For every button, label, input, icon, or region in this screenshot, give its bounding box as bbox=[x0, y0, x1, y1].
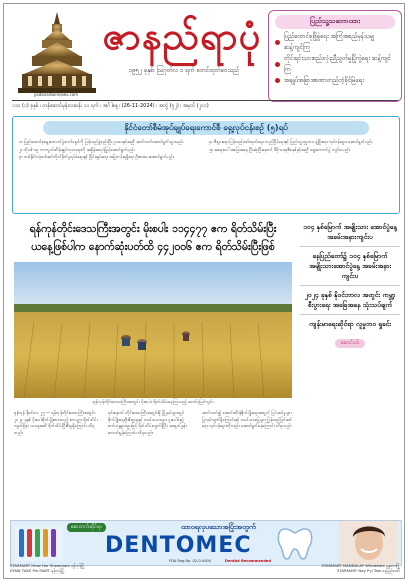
ad-footer-stores bbox=[10, 564, 400, 578]
headline-line-2: ယနေ့ဖြစ်ပါက နောက်ဆုံးပတ်ထိ ၄၄၂၀၀၆ ဧက ရိတ်သိမ်းပြီးဖြစ် bbox=[31, 241, 275, 253]
lead-headline[interactable] bbox=[12, 218, 294, 260]
notice-column-right bbox=[209, 139, 393, 154]
dateline: ၁၁၀ (၁) ခုနှစ် ၊ တန်ဆောင်မုန်းလဆန်း ၁၁ ရက် ၊ အင်္ဂါနေ့ ၊ (26-11-2024) ၊ အတွဲ (၅၂) ၊ အမှတ် (၂၀၁) bbox=[12, 100, 398, 111]
slogan-title: ပြည်သူ့သဘောထား bbox=[275, 15, 395, 29]
slogan-item: အချုပ်အခြာအာဏာတည်တံ့ခိုင်မြဲရေး bbox=[275, 75, 395, 86]
toothbrush-pack-icon bbox=[15, 525, 63, 561]
website-url[interactable]: yadanarbonnews.com bbox=[33, 92, 79, 97]
footer-row: KYAW TAKE Pin MART ရန်ကုန်မြို့ STARMART Nay Pyi Taw နေပြည်တော် bbox=[10, 567, 400, 573]
notice-item: ၂။ ကိုဗစ်-၁၉ ကာကွယ်ထိန်းချုပ်ကုသရေးကို အရှိန်အဟုန်မြှင့်ဆောင်ရွက်မည်။ bbox=[19, 146, 135, 152]
notice-title: နိုင်ငံတော်စီမံအုပ်ချုပ်ရေးကောင်စီ ရှေ့လုပ်ငန်းစဉ် (၅)ရပ် bbox=[43, 121, 369, 135]
founding-line: ၁၉၅၂ ခုနှစ်၊ ဩဂုတ်လ ၁ ရက် စတင်ထုတ်ဝေသည် bbox=[128, 67, 240, 74]
ad-fda-number: FDA Reg.No. 02-0-0000 bbox=[169, 559, 212, 563]
ad-brand-name: DENTOMEC bbox=[105, 533, 252, 558]
rice-harvest-photo bbox=[14, 262, 292, 398]
footer-row: STARMART Hlaw Har Showroom ရန်ကုန်မြို့ STARMART MANDALAY Wholesale မန္တလေးမြို့ bbox=[10, 563, 400, 568]
slogan-item: တိုင်းရင်းသားစည်းလုံးညီညွတ်မှုပြိုကွဲရေး ဆန့်ကျင်ကြ bbox=[275, 53, 395, 75]
masthead bbox=[4, 4, 404, 105]
newspaper-front-page bbox=[3, 3, 405, 579]
tooth-icon bbox=[273, 525, 323, 561]
sidebar-story[interactable]: ၂၀၂၄ ခုနှစ် နိုဝင်ဘာလ အတွင်း ကမ္ဘာ့စီးပွားရေး အခြေအနေ သုံးသပ်ချက် bbox=[300, 286, 400, 315]
smiling-model-photo bbox=[339, 521, 397, 565]
council-notice-box bbox=[12, 116, 400, 214]
photo-caption: ရန်ကုန်တိုင်းဒေသကြီးအတွင်း မိုးစပါး ရိတ်သိမ်းနေကြသည့် ဓာတ်ပုံမြင်ကွင်း bbox=[92, 400, 214, 405]
slogan-list bbox=[269, 31, 401, 86]
slogan-item: ပြည်ထောင်စုဖြိုခွဲရေး အကြံအစည်မှန်သမျှ ဆန့်ကျင်ကြ bbox=[275, 31, 395, 53]
article-column: ရန်ကုန် နိုဝင်ဘာ ၂၅ — ရန်ကုန်တိုင်းဒေသကြီးအတွင်း ၂၀၂၄ ခုနှစ် မိုးစပါးစိုက်ပျိုးထားသည့် ဧကများ ရိတ်သိမ်းလျက်ရှိရာ ယနေ့အထိ ရိတ်သိမ်းပြီးစီးမှုရှိကြောင်း သိရသည်။ bbox=[14, 410, 98, 435]
bullet-icon bbox=[275, 78, 280, 83]
sidebar-story[interactable]: ကျန်းမာရေးဆိုင်ရာ လူမှုဘဝ ရှုခင်း ဆောင်းပါး bbox=[308, 320, 392, 346]
article-column: ဆက်လက်၍ ဆောင်းသီးနှံစိုက်ပျိုးရေးအတွက် ပြင်ဆင်မှုများ ပြုလုပ်လျက်ရှိကြောင်းနှင့် လယ်ယာမြေများ ပြန်လည်ပြင်ဆင်ရေး လုပ်ငန်းများကိုလည်း ဆောင်ရွက်နေကြောင်း သိရသည်။ bbox=[202, 410, 292, 429]
article-column: ၎င်းနောက် တိုင်းဒေသကြီးအတွင်းရှိ မြို့နယ်များတွင် စိုက်ပျိုးရေးဦးစီးဌာနနှင့် လယ်သမားများ ပူးပေါင်း၍ စက်ယန္တရားများဖြင့် ရိတ်သိမ်းလျက်ရှိပြီး အထွက်နှုန်းကောင်းမွန်ကြောင်း သိရသည်။ bbox=[108, 410, 187, 435]
peoples-desire-box bbox=[268, 10, 402, 102]
newspaper-title: ဇာနည်ရာပုံ bbox=[102, 13, 262, 58]
bullet-icon bbox=[275, 40, 280, 45]
notice-item: ၅။ အရေးပေါ်အခြေအနေ ပြီးဆုံးပြီးနောက် ဒီမိုကရေစီစနစ်နှင့်အညီ ရွေးကောက်ပွဲ ကျင်းပမည်။ bbox=[209, 146, 351, 152]
sidebar-story[interactable]: ၁၀၄ နှစ်မြောက် အမျိုးသား အောင်ပွဲနေ့ အခမ်းအနားကျင်းပ bbox=[300, 218, 400, 247]
pagoda-logo-icon bbox=[14, 10, 100, 98]
dentomec-advertisement[interactable] bbox=[10, 520, 402, 566]
notice-item: ၄။ စီးပွားရေး ပြန်လည်ဖော်ထုတ်ရေး၊ တည်ငြိမ်ရေးနှင့် ပြည်သူ့လူမှုဘဝ ဖွံ့ဖြိုးရေး လုပ်ငန်းများ ဆောင်ရွက်မည်။ bbox=[209, 139, 373, 144]
ad-tagline: ထာဝရလှပသောအပြုံးအတွက် bbox=[181, 523, 256, 531]
notice-item: ၃။ တစ်နိုင်ငံလုံးပစ်ခတ်တိုက်ခိုက်မှုရပ်စဲရေးနှင့် ငြိမ်းချမ်းရေး အမြဲတမ်းရရှိရေး ဦးစားပေးဆောင်ရွက်မည်။ bbox=[19, 154, 175, 160]
notice-column-left bbox=[19, 139, 203, 162]
sidebar-story[interactable]: နေပြည်တော်၌ ၁၀၄ နှစ်မြောက် အမျိုးသားအောင်ပွဲနေ့ အခမ်းအနား ကျင်းပ bbox=[300, 247, 400, 286]
headline-line-1: ရန်ကုန်တိုင်းဒေသကြီးအတွင်း မိုးစပါး ၁၁၄၄၇၇ ဧက ရိတ်သိမ်းပြီး bbox=[29, 223, 277, 235]
article-tag: ဆောင်းပါး bbox=[335, 339, 365, 348]
ad-recommended-label: Dentist Recommended bbox=[225, 559, 271, 563]
notice-item: ၁။ ပြည်ထောင်စုရွေးကောက်ပွဲကော်မရှင်ကို ပြန်လည်ဖွဲ့စည်းပြီး ဥပဒေနှင့်အညီ ဆက်လက်ဆောင်ရွက်သွားမည်။ bbox=[19, 139, 184, 144]
bullet-icon bbox=[275, 62, 280, 67]
sidebar-highlights bbox=[300, 218, 400, 518]
ad-badge: ဆေးဘက်ဆိုင်ရာ bbox=[67, 523, 106, 532]
